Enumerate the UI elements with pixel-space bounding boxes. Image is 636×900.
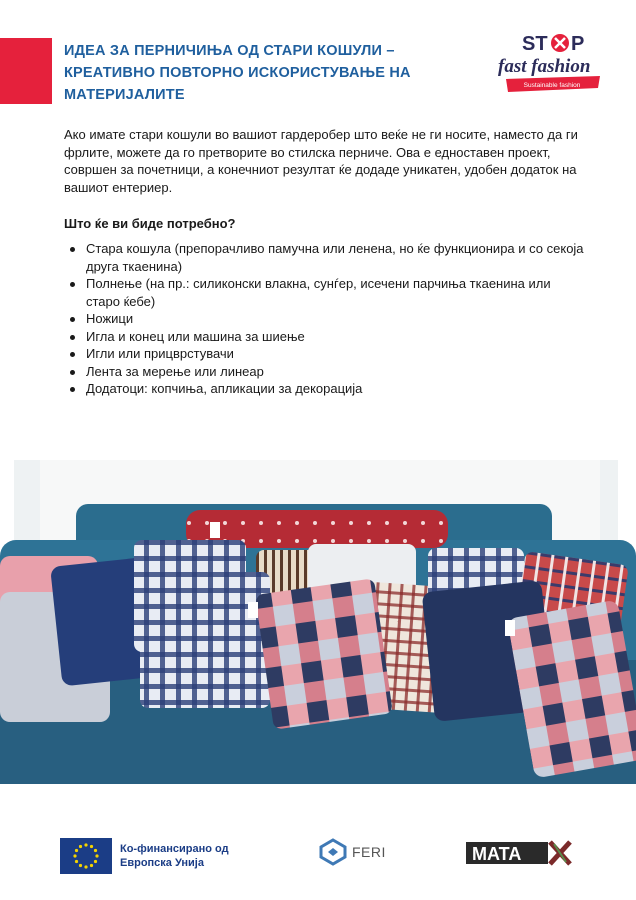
- list-item: Лента за мерење или линеар: [64, 363, 584, 381]
- list-item: Додатоци: копчиња, апликации за декорација: [64, 380, 584, 398]
- eu-text-line2: Европска Унија: [120, 857, 204, 869]
- mata-logo-text: MATA: [472, 844, 522, 864]
- needs-heading: Што ќе ви биде потребно?: [64, 216, 236, 231]
- logo-ribbon-text: Sustainable fashion: [523, 82, 581, 89]
- page-title: ИДЕА ЗА ПЕРНИЧИЊА ОД СТАРИ КОШУЛИ – КРЕАТИВНО ПОВТОРНО ИСКОРИСТУВАЊЕ НА МАТЕРИЈАЛИТЕ: [64, 43, 411, 103]
- logo-tagline: fast fashion: [498, 56, 591, 77]
- feri-text: FERI: [352, 844, 386, 860]
- eu-text-line1: Ко-финансирано од: [120, 843, 229, 855]
- pillow-tag: [248, 602, 258, 618]
- pillows-on-sofa-photo: [0, 460, 636, 784]
- eu-cofunding: [60, 838, 229, 874]
- list-item: Игли или прицврстувачи: [64, 345, 584, 363]
- feri-logo: [318, 838, 386, 866]
- pillow-patchwork-left: [255, 578, 393, 729]
- stop-fast-fashion-logo: [492, 26, 610, 102]
- mata-logo: [466, 838, 576, 870]
- list-item: Полнење (на пр.: силиконски влакна, сунѓер, исечени парчиња ткаенина или старо ќебе): [64, 275, 584, 310]
- accent-bar: [0, 38, 52, 104]
- logo-stop-suffix: P: [571, 33, 585, 55]
- logo-stop-prefix: ST: [522, 33, 548, 55]
- pillow-tag: [505, 620, 515, 636]
- intro-paragraph: Ако имате стари кошули во вашиот гардеробер што веќе не ги носите, наместо да ги фрлите, можете да го претворите во стилска перниче. Ова е едноставен проект, совршен за почетници, а конечниот резултат ќе додаде уникатен, удобен додаток на вашиот ентериер.: [64, 127, 578, 195]
- needs-list: [64, 240, 584, 398]
- pillow-plaid-blue-front: [140, 572, 270, 708]
- eu-flag-icon: [60, 838, 112, 874]
- list-item: Стара кошула (препорачливо памучна или ленена, но ќе функционира и со секоја друга ткаенина): [64, 240, 584, 275]
- pillow-tag: [210, 522, 220, 538]
- list-item: Ножици: [64, 310, 584, 328]
- feri-icon: [318, 838, 348, 866]
- list-item: Игла и конец или машина за шиење: [64, 328, 584, 346]
- eu-text: [120, 842, 229, 870]
